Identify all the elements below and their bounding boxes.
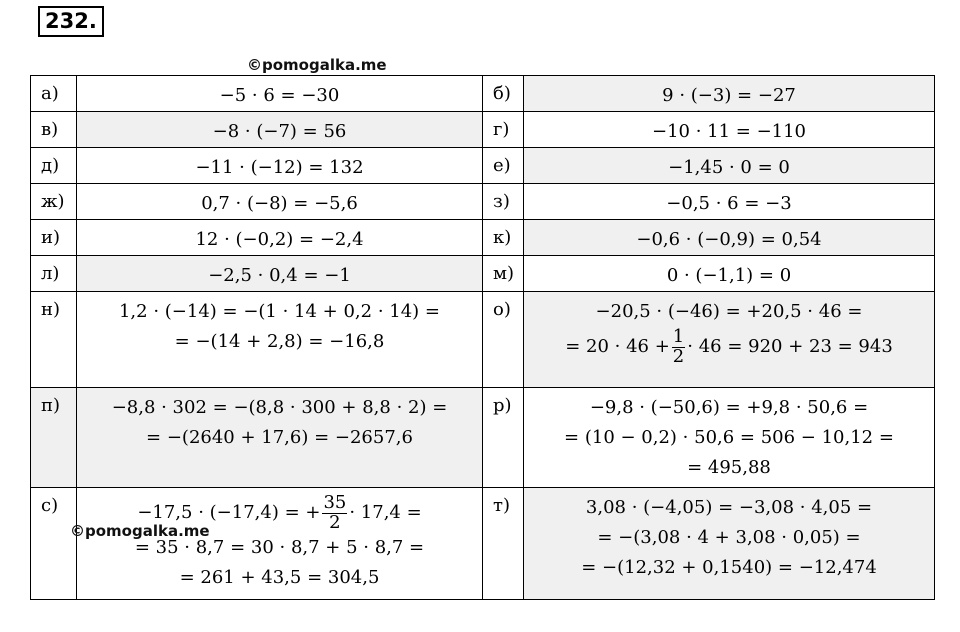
item-label: с) (31, 488, 77, 600)
expression-line: −20,5 · (−46) = +20,5 · 46 = (595, 301, 863, 322)
table-row (31, 488, 935, 600)
problem-number: 232. (38, 6, 104, 37)
expression-part: −17,5 · (−17,4) = + (137, 502, 321, 523)
item-expression (524, 184, 935, 220)
item-label: р) (483, 388, 524, 488)
expression-line: = (10 − 0,2) · 50,6 = 506 − 10,12 = (564, 427, 894, 448)
expression-line: 9 · (−3) = −27 (662, 85, 796, 106)
expression-line: = 35 · 8,7 = 30 · 8,7 + 5 · 8,7 = (134, 537, 425, 558)
fraction-numerator: 1 (672, 325, 685, 347)
expression-line: = −(14 + 2,8) = −16,8 (174, 331, 385, 352)
expression-line: 0,7 · (−8) = −5,6 (201, 193, 358, 214)
expression-line: −11 · (−12) = 132 (195, 157, 364, 178)
table-row (31, 388, 935, 488)
expression-line: 1,2 · (−14) = −(1 · 14 + 0,2 · 14) = (118, 301, 441, 322)
item-label: м) (483, 256, 524, 292)
item-label: о) (483, 292, 524, 388)
expression-line: −0,5 · 6 = −3 (666, 193, 792, 214)
item-label: б) (483, 76, 524, 112)
item-label: г) (483, 112, 524, 148)
expression-line: −5 · 6 = −30 (219, 85, 340, 106)
fraction-denominator: 2 (672, 345, 685, 367)
watermark-bottom: ©pomogalka.me (70, 522, 210, 540)
expression-line: −8 · (−7) = 56 (212, 121, 347, 142)
table-row (31, 292, 935, 388)
expression-line: −9,8 · (−50,6) = +9,8 · 50,6 = (589, 397, 869, 418)
expression-line: 12 · (−0,2) = −2,4 (195, 229, 364, 250)
watermark-top: ©pomogalka.me (247, 56, 387, 74)
expression-line: −0,6 · (−0,9) = 0,54 (636, 229, 822, 250)
table-row (31, 148, 935, 184)
item-label: н) (31, 292, 77, 388)
item-label: з) (483, 184, 524, 220)
item-label: т) (483, 488, 524, 600)
table-row (31, 256, 935, 292)
item-label: к) (483, 220, 524, 256)
expression-line: = 261 + 43,5 = 304,5 (179, 567, 380, 588)
expression-line: −2,5 · 0,4 = −1 (208, 265, 351, 286)
fraction (322, 491, 347, 533)
item-expression (77, 184, 483, 220)
expression-part: · 17,4 = (349, 502, 422, 523)
table-row (31, 220, 935, 256)
item-expression (524, 488, 935, 600)
expression-line: −8,8 · 302 = −(8,8 · 300 + 8,8 · 2) = (111, 397, 448, 418)
item-label: п) (31, 388, 77, 488)
item-expression (77, 220, 483, 256)
item-expression (77, 388, 483, 488)
expression-line (524, 327, 934, 367)
table-row (31, 112, 935, 148)
item-label: е) (483, 148, 524, 184)
expression-part: · 46 = 920 + 23 = 943 (687, 336, 893, 357)
expression-line: = −(2640 + 17,6) = −2657,6 (146, 427, 413, 448)
item-expression (77, 112, 483, 148)
expression-line: −1,45 · 0 = 0 (668, 157, 790, 178)
item-expression (524, 220, 935, 256)
item-label: д) (31, 148, 77, 184)
item-label: ж) (31, 184, 77, 220)
item-expression (77, 76, 483, 112)
fraction (672, 325, 685, 367)
fraction-denominator: 2 (329, 511, 341, 533)
item-label: а) (31, 76, 77, 112)
fraction-numerator: 35 (323, 491, 347, 513)
item-expression (524, 292, 935, 388)
item-label: л) (31, 256, 77, 292)
expression-line: = −(3,08 · 4 + 3,08 · 0,05) = (597, 527, 861, 548)
expression-line: 3,08 · (−4,05) = −3,08 · 4,05 = (585, 497, 873, 518)
expression-line: = 495,88 (687, 457, 771, 478)
table-row (31, 76, 935, 112)
item-label: и) (31, 220, 77, 256)
item-expression (77, 488, 483, 600)
item-label: в) (31, 112, 77, 148)
item-expression (524, 76, 935, 112)
expression-line: 0 · (−1,1) = 0 (666, 265, 792, 286)
item-expression (524, 256, 935, 292)
item-expression (77, 148, 483, 184)
item-expression (77, 292, 483, 388)
expression-line: −10 · 11 = −110 (651, 121, 807, 142)
item-expression (524, 148, 935, 184)
expression-part: = 20 · 46 + (565, 336, 670, 357)
table-row (31, 184, 935, 220)
expression-line: = −(12,32 + 0,1540) = −12,474 (581, 557, 877, 578)
item-expression (524, 388, 935, 488)
item-expression (77, 256, 483, 292)
item-expression (524, 112, 935, 148)
